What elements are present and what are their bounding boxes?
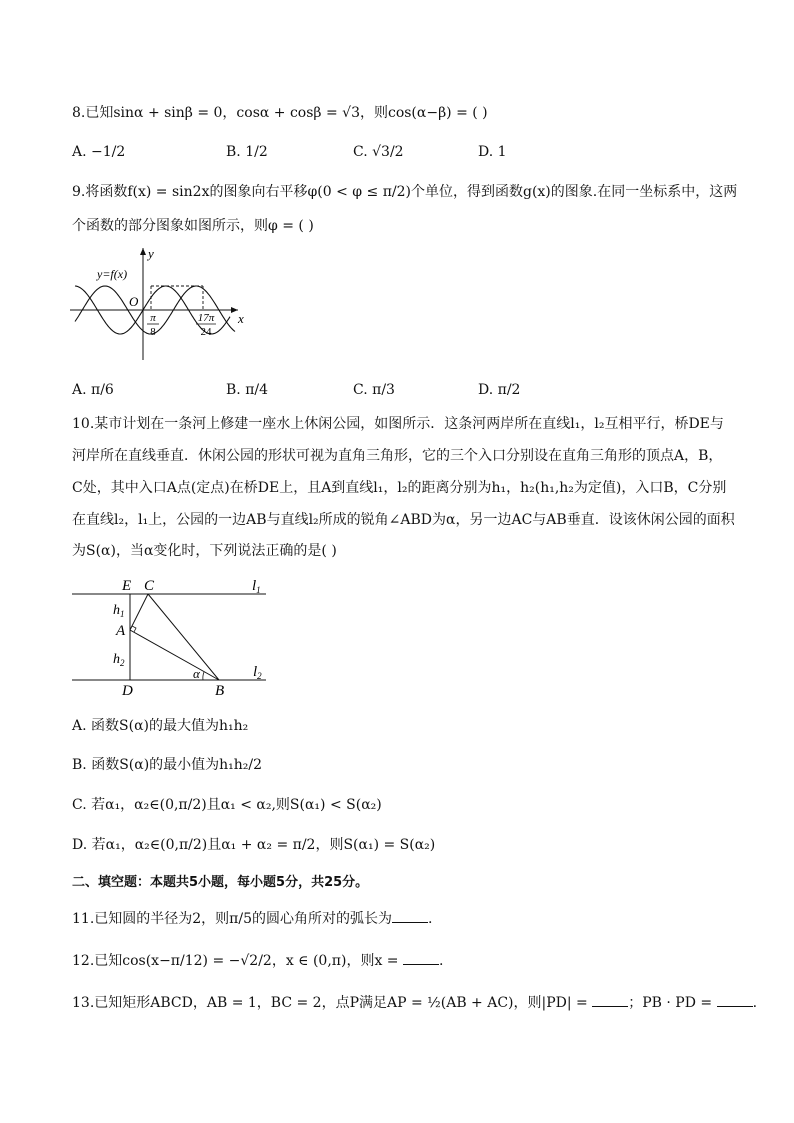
label-l2: $l_2$: [253, 664, 262, 681]
label-h1: $h_1$: [113, 603, 125, 619]
q12-stem: 12.已知cos(x−π/12) = −√2/2，x ∈ (0,π)，则x = .: [72, 950, 443, 971]
tick-17pi-24-num: 17π: [197, 312, 215, 324]
q13-answer-blank-1[interactable]: [592, 992, 628, 1007]
section-title: 二、填空题：本题共5小题，每小题5分，共25分。: [72, 875, 369, 890]
q10-line1: 10.某市计划在一条河上修建一座水上休闲公园，如图所示．这条河两岸所在直线l₁，l₂互相平行，桥DE与: [72, 416, 724, 432]
label-b: B: [215, 683, 225, 698]
q8-stem: 8.已知sinα + sinβ = 0，cosα + cosβ = √3，则cos(α−β) = ( ): [72, 105, 488, 121]
q11-answer-blank[interactable]: [392, 908, 428, 923]
q10-line5: 为S(α)，当α变化时，下列说法正确的是( ): [72, 543, 337, 559]
label-a: A: [116, 623, 126, 639]
tick-pi-8-den: 8: [150, 326, 156, 338]
curve-f-label: y=f(x): [97, 267, 128, 281]
axis-y-label: y: [148, 246, 154, 261]
label-e: E: [122, 578, 132, 594]
label-l1: $l_1$: [252, 578, 261, 595]
label-d: D: [122, 683, 133, 698]
q10-line3: C处，其中入口A点(定点)在桥DE上，且A到直线l₁，l₂的距离分别为h₁，h₂(h₁,h₂为定值)，入口B，C分别: [72, 480, 727, 496]
q8-option-d: D. 1: [478, 144, 507, 160]
q9-option-b: B. π/4: [226, 382, 269, 398]
label-alpha: α: [193, 666, 200, 681]
q9-graph: [70, 244, 250, 364]
q11-stem: 11.已知圆的半径为2，则π/5的圆心角所对的弧长为 .: [72, 908, 432, 929]
label-c: C: [144, 578, 155, 594]
q10-line2: 河岸所在直线垂直．休闲公园的形状可视为直角三角形，它的三个入口分别设在直角三角形的顶点A，B，: [72, 448, 723, 464]
q13-answer-blank-2[interactable]: [717, 992, 753, 1007]
q8-option-a: A. −1/2: [72, 144, 126, 160]
q12-answer-blank[interactable]: [403, 950, 439, 965]
q10-option-b: B. 函数S(α)的最小值为h₁h₂/2: [72, 757, 263, 773]
q9-stem-line2: 个函数的部分图象如图所示，则φ = ( ): [72, 218, 314, 234]
q10-line4: 在直线l₂，l₁上，公园的一边AB与直线l₂所成的锐角∠ABD为α，另一边AC与AB垂直．设该休闲公园的面积: [72, 512, 735, 528]
q8-option-c: C. √3/2: [353, 144, 404, 160]
tick-pi-8-num: π: [150, 312, 156, 324]
origin-label: O: [129, 294, 139, 309]
q9-option-c: C. π/3: [353, 382, 395, 398]
q9-option-a: A. π/6: [72, 382, 114, 398]
q10-figure: [70, 574, 270, 698]
tick-17pi-24-den: 24: [200, 326, 212, 338]
q10-option-c: C. 若α₁，α₂∈(0,π/2)且α₁ < α₂,则S(α₁) < S(α₂): [72, 797, 382, 813]
q13-stem: 13.已知矩形ABCD，AB = 1，BC = 2，点P满足AP = ½(AB + AC)，则|PD| = ；PB · PD = .: [72, 992, 757, 1013]
q10-option-a: A. 函数S(α)的最大值为h₁h₂: [72, 718, 249, 734]
q9-option-d: D. π/2: [478, 382, 521, 398]
q10-option-d: D. 若α₁，α₂∈(0,π/2)且α₁ + α₂ = π/2，则S(α₁) = S(α₂): [72, 837, 436, 853]
axis-x-label: x: [238, 311, 244, 326]
q8-option-b: B. 1/2: [226, 144, 268, 160]
q9-stem-line1: 9.将函数f(x) = sin2x的图象向右平移φ(0 < φ ≤ π/2)个单位，得到函数g(x)的图象.在同一坐标系中，这两: [72, 184, 738, 200]
label-h2: $h_2$: [113, 652, 125, 668]
